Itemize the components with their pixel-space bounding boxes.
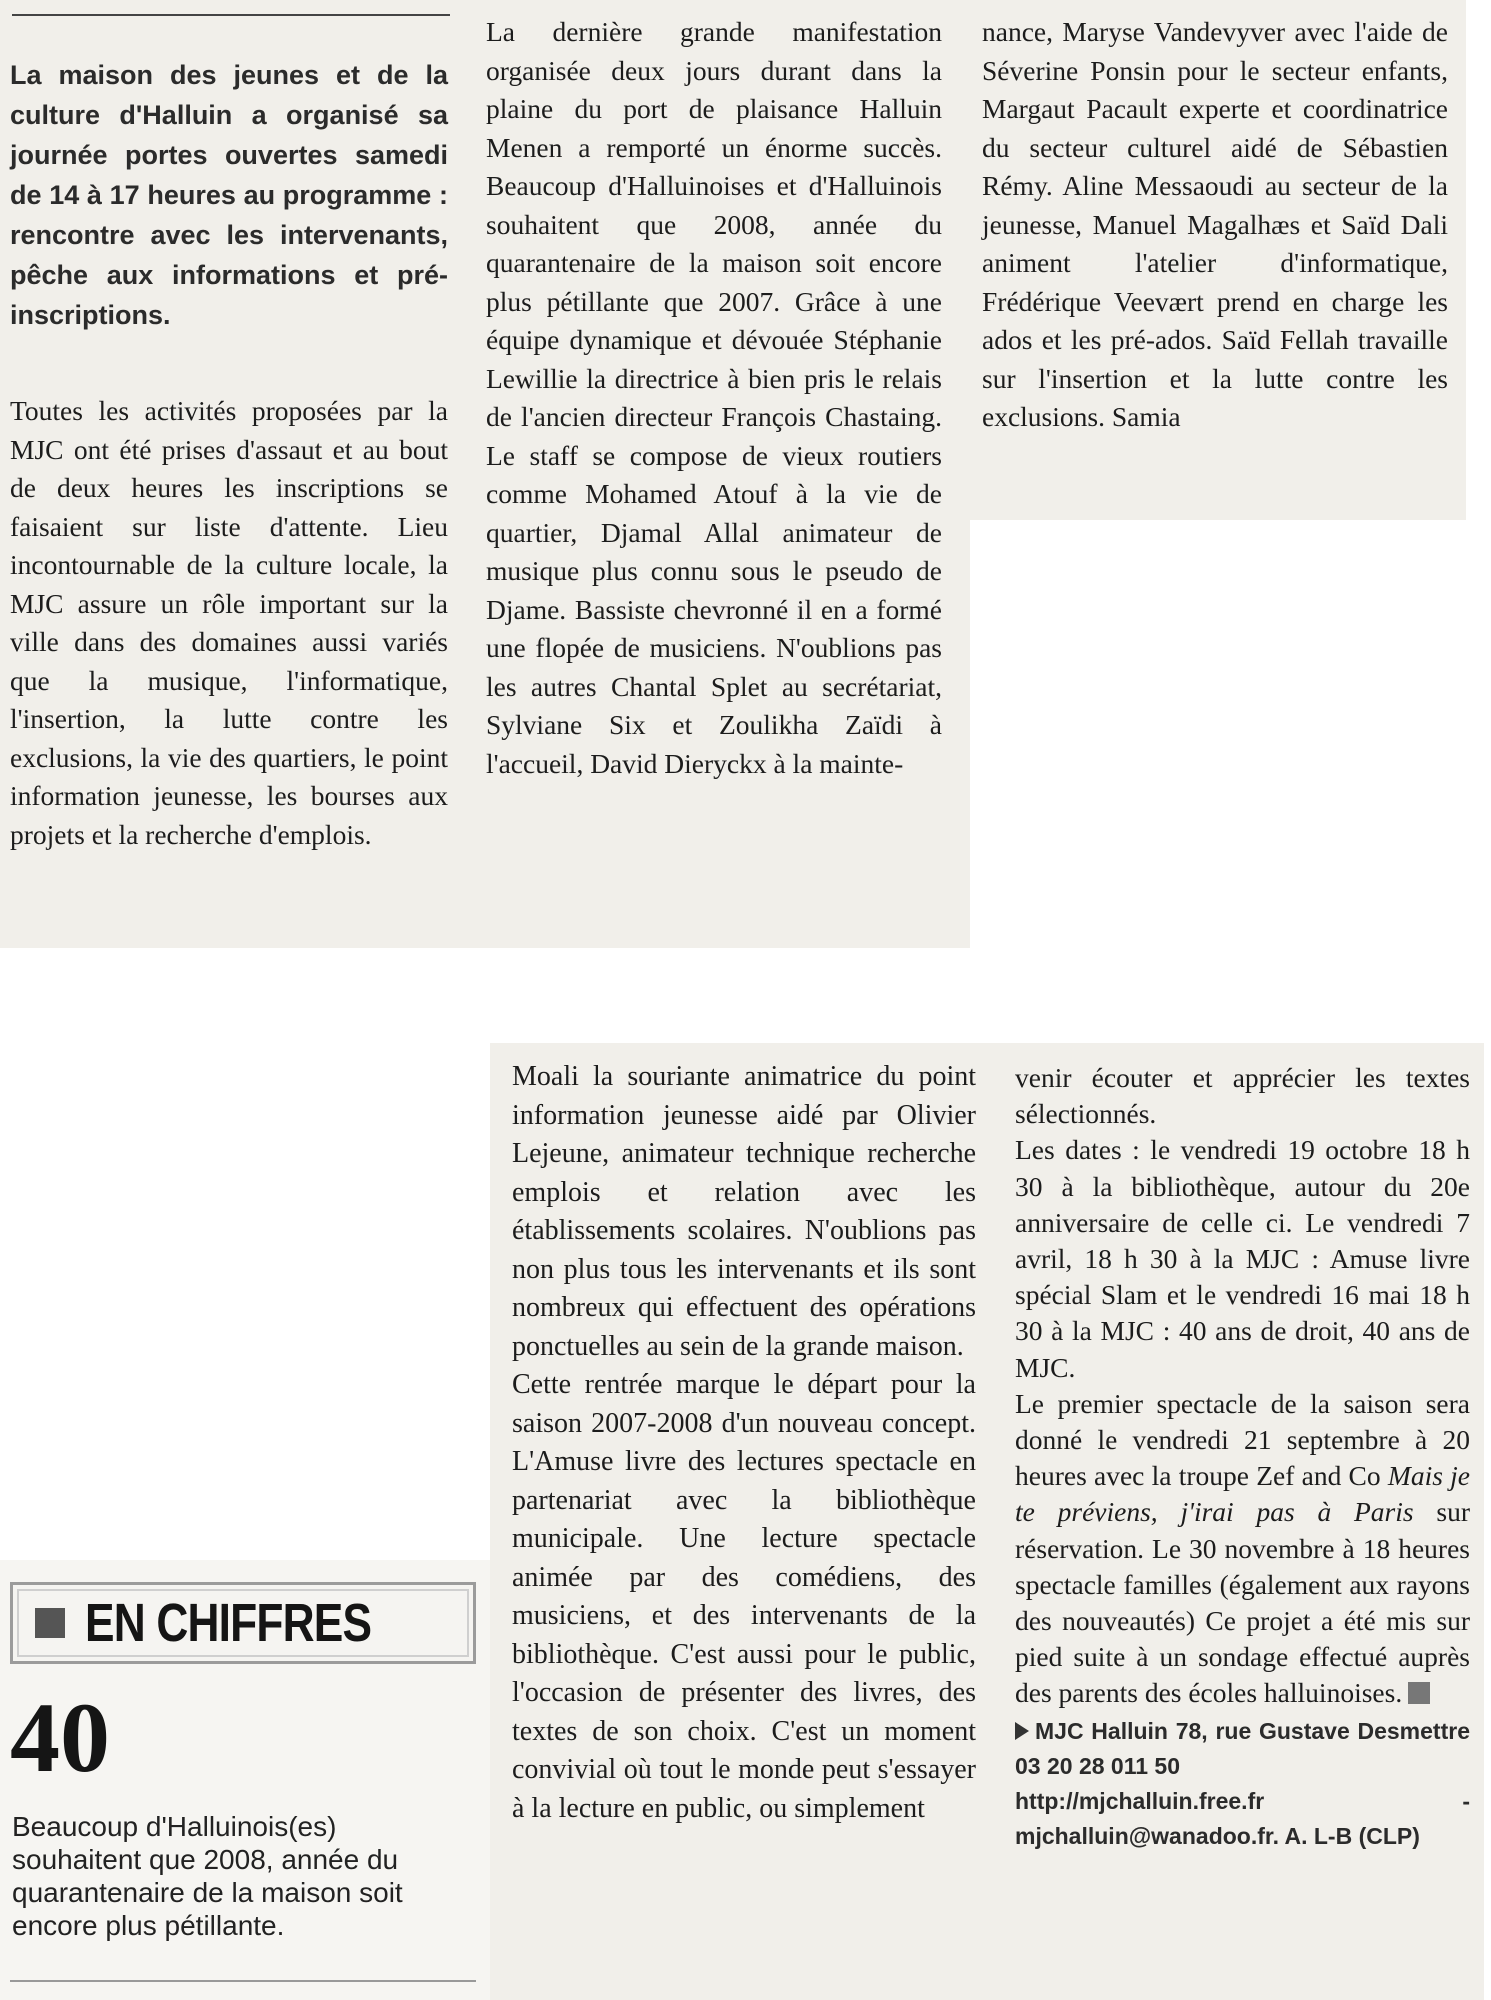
article-lead: La maison des jeunes et de la culture d'Halluin a organisé sa journée portes ouvertes samedi de 14 à 17 heures au programme : rencontre avec les intervenants, pêche aux informations et pré-inscriptions. [10, 60, 448, 330]
top-column-3 [982, 13, 1448, 437]
text-run: sur réservation. Le 30 novembre à 18 heures spectacle familles (également aux rayons des nouveautés) Ce projet a été mis sur pied suite à un sondage effectué auprès des parents des écoles halluinoises. [1015, 1496, 1470, 1709]
paragraph: Toutes les activités proposées par la MJC ont été prises d'assaut et au bout de deux heures les inscriptions se faisaient sur liste d'attente. Lieu incontournable de la culture locale, la MJC assure un rôle important sur la ville dans des domaines aussi variés que la musique, l'informatique, l'insertion, la lutte contre les exclusions, la vie des quartiers, le point information jeunesse, les bourses aux projets et la recherche d'emplois. [10, 395, 448, 850]
paragraph: Cette rentrée marque le départ pour la saison 2007-2008 d'un nouveau concept. L'Amuse livre des lectures spectacle en partenariat avec la bibliothèque municipale. Une lecture spectacle animée par des comédiens, des musiciens, et des intervenants de la bibliothèque. C'est aussi pour le public, l'occasion de présenter des livres, des textes de son choix. C'est un moment convivial où tout le monde peut s'essayer à la lecture en public, ou simplement [512, 1369, 976, 1824]
bottom-column-3 [1015, 1060, 1470, 1854]
bottom-column-2 [512, 1058, 976, 1828]
show-title: Mais je te préviens, j'irai pas à Paris [1015, 1460, 1470, 1528]
sidebar-title: EN CHIFFRES [85, 1593, 372, 1653]
address-line: MJC Halluin 78, rue Gustave Desmettre 03 20 28 011 50 [1015, 1717, 1470, 1779]
top-column-1 [10, 392, 448, 854]
paragraph: venir écouter et apprécier les textes sélectionnés. [1015, 1062, 1470, 1130]
key-figure-caption: Beaucoup d'Halluinois(es) souhaitent que 2008, année du quarantenaire de la maison soit encore plus pétillante. [12, 1811, 403, 1941]
en-chiffres-box [10, 1582, 476, 1664]
key-figure: 40 [10, 1682, 110, 1793]
contact-info [1015, 1714, 1470, 1854]
top-rule [12, 14, 450, 16]
paragraph: nance, Maryse Vandevyver avec l'aide de Séverine Ponsin pour le secteur enfants, Margaut Pacault experte et coordinatrice du secteur culturel aidé de Sébastien Rémy. Aline Messaoudi au secteur de la jeunesse, Manuel Magalhæs et Saïd Dali animent l'atelier d'informatique, Frédérique Veevært prend en charge les ados et les pré-ados. Saïd Fellah travaille sur l'insertion et la lutte contre les exclusions. Samia [982, 16, 1448, 432]
square-bullet-icon [35, 1608, 65, 1638]
paragraph: Moali la souriante animatrice du point information jeunesse aidé par Olivier Lejeune, animateur technique recherche emplois et relation avec les établissements scolaires. N'oublions pas non plus tous les intervenants et ils sont nombreux qui effectuent des opérations ponctuelles au sein de la grande maison. [512, 1061, 976, 1362]
paragraph: La dernière grande manifestation organisée deux jours durant dans la plaine du port de plaisance Halluin Menen a remporté un énorme succès. Beaucoup d'Halluinoises et d'Halluinois souhaitent que 2008, année du quarantenaire de la maison soit encore plus pétillante que 2007. Grâce à une équipe dynamique et dévouée Stéphanie Lewillie la directrice à bien pris le relais de l'ancien directeur François Chastaing. Le staff se compose de vieux routiers comme Mohamed Atouf à la vie de quartier, Djamal Allal animateur de musique plus connu sous le pseudo de Djame. Bassiste chevronné il en a formé une flopée de musiciens. N'oublions pas les autres Chantal Splet au secrétariat, Sylviane Six et Zoulikha Zaïdi à l'accueil, David Dieryckx à la mainte- [486, 16, 942, 779]
top-column-2 [486, 13, 942, 783]
bottom-rule [10, 1980, 476, 1982]
paragraph: Les dates : le vendredi 19 octobre 18 h 30 à la bibliothèque, autour du 20e anniversaire de celle ci. Le vendredi 7 avril, 18 h 30 à la MJC : Amuse livre spécial Slam et le vendredi 16 mai 18 h 30 à la MJC : 40 ans de droit, 40 ans de MJC. [1015, 1134, 1470, 1383]
web-email-line: http://mjchalluin.free.fr - mjchalluin@wanadoo.fr. A. L-B (CLP) [1015, 1787, 1470, 1849]
text-run: Le premier spectacle de la saison sera donné le vendredi 21 septembre à 20 heures avec la troupe Zef and Co [1015, 1387, 1470, 1492]
paragraph [1015, 1386, 1470, 1712]
end-mark-icon [1408, 1682, 1430, 1704]
arrow-icon [1015, 1722, 1029, 1740]
